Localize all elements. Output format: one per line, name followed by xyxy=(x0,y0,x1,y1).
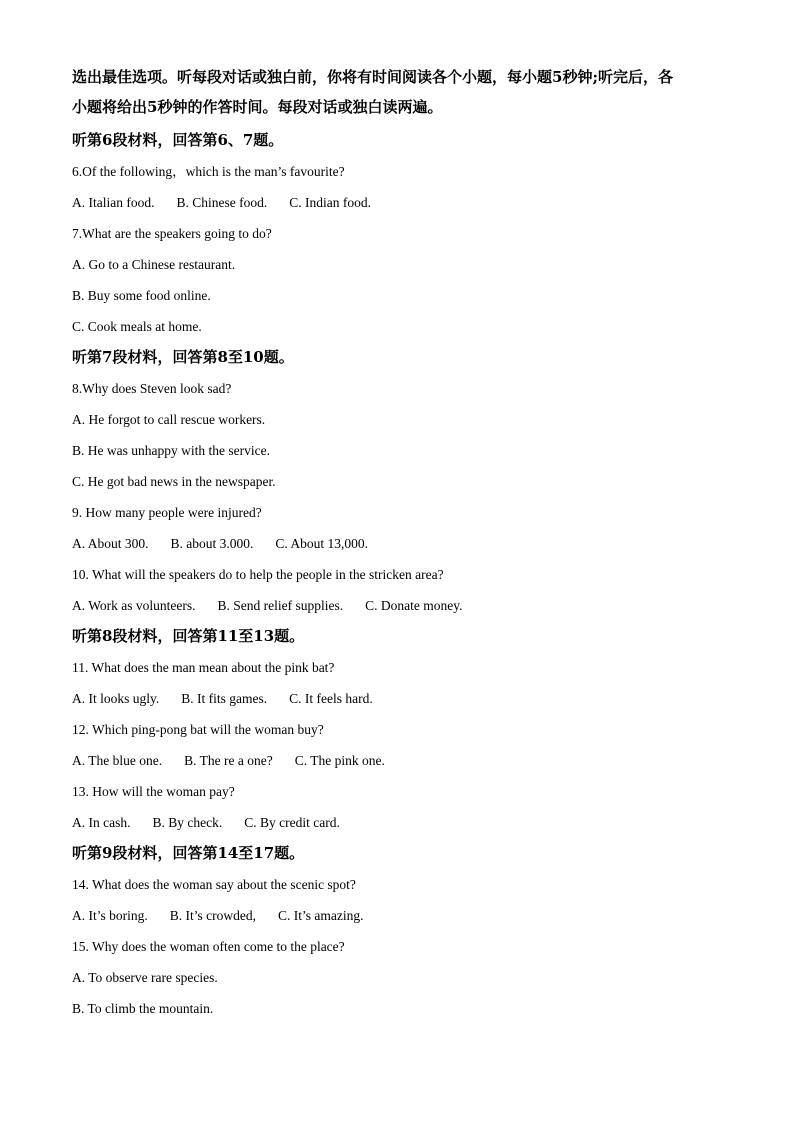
answer-option: B. The re a one? xyxy=(184,753,273,768)
answer-option: B. It’s crowded, xyxy=(169,908,256,923)
answer-option: A. About 300. xyxy=(72,536,149,551)
answer-option: A. The blue one. xyxy=(72,753,163,768)
answer-option: A. Work as volunteers. xyxy=(72,598,196,613)
question-text: 13. How will the woman pay? xyxy=(72,784,235,799)
answer-option: C. The pink one. xyxy=(294,753,385,768)
answer-option: B. By check. xyxy=(152,815,223,830)
question-text: 7.What are the speakers going to do? xyxy=(72,226,272,241)
answer-option: A. It’s boring. xyxy=(72,908,148,923)
answer-option: B. about 3.000. xyxy=(170,536,254,551)
answer-option: C. By credit card. xyxy=(244,815,340,830)
answer-options-row xyxy=(72,683,732,714)
question-text: 9. How many people were injured? xyxy=(72,505,262,520)
section-heading: 听第8段材料，回答第11至13题。 xyxy=(72,627,305,645)
answer-option: B. To climb the mountain. xyxy=(72,1001,214,1016)
answer-option: C. It feels hard. xyxy=(289,691,373,706)
section-heading: 听第9段材料，回答第14至17题。 xyxy=(72,844,305,862)
answer-option: C. Donate money. xyxy=(365,598,463,613)
exam-page xyxy=(72,62,732,1024)
answer-option: B. It fits games. xyxy=(181,691,268,706)
answer-option: A. Italian food. xyxy=(72,195,155,210)
section-heading: 听第7段材料，回答第8至10题。 xyxy=(72,348,294,366)
question-text: 14. What does the woman say about the scenic spot? xyxy=(72,877,356,892)
section-3 xyxy=(72,621,732,838)
question-text: 11. What does the man mean about the pink bat? xyxy=(72,660,335,675)
question-text: 15. Why does the woman often come to the place? xyxy=(72,939,345,954)
section-2 xyxy=(72,342,732,621)
section-heading: 听第6段材料，回答第6、7题。 xyxy=(72,131,284,149)
section-1 xyxy=(72,125,732,342)
answer-option: C. Indian food. xyxy=(289,195,371,210)
instructions xyxy=(72,62,732,122)
answer-option: C. It’s amazing. xyxy=(277,908,364,923)
answer-option: C. He got bad news in the newspaper. xyxy=(72,474,276,489)
instructions-line-2: 小题将给出5秒钟的作答时间。每段对话或独白读两遍。 xyxy=(72,98,443,116)
answer-option: A. He forgot to call rescue workers. xyxy=(72,412,266,427)
question-text: 6.Of the following，which is the man’s favourite? xyxy=(72,164,345,179)
question-text: 8.Why does Steven look sad? xyxy=(72,381,232,396)
question-sections xyxy=(72,125,732,1024)
answer-option: A. To observe rare species. xyxy=(72,970,218,985)
question-text: 12. Which ping-pong bat will the woman buy? xyxy=(72,722,324,737)
answer-options-row xyxy=(72,528,732,559)
answer-options-row xyxy=(72,590,732,621)
answer-options-row xyxy=(72,807,732,838)
question-text: 10. What will the speakers do to help the people in the stricken area? xyxy=(72,567,444,582)
answer-option: A. In cash. xyxy=(72,815,131,830)
answer-option: B. He was unhappy with the service. xyxy=(72,443,270,458)
answer-option: B. Buy some food online. xyxy=(72,288,211,303)
answer-option: B. Chinese food. xyxy=(176,195,268,210)
answer-option: A. It looks ugly. xyxy=(72,691,160,706)
answer-options-row xyxy=(72,745,732,776)
instructions-line-1: 选出最佳选项。听每段对话或独白前，你将有时间阅读各个小题，每小题5秒钟;听完后，各 xyxy=(72,68,673,86)
answer-options-row xyxy=(72,187,732,218)
answer-option: A. Go to a Chinese restaurant. xyxy=(72,257,236,272)
section-4 xyxy=(72,838,732,1024)
answer-option: C. About 13,000. xyxy=(275,536,369,551)
answer-option: B. Send relief supplies. xyxy=(217,598,344,613)
answer-option: C. Cook meals at home. xyxy=(72,319,202,334)
answer-options-row xyxy=(72,900,732,931)
